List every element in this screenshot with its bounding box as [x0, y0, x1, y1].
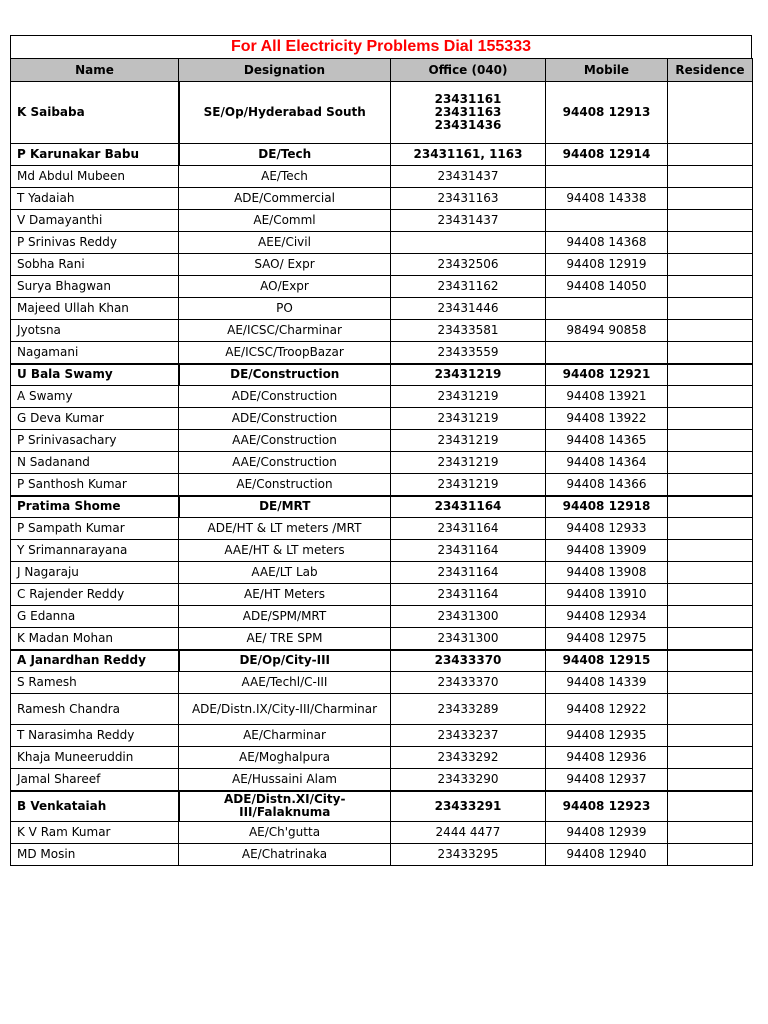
- residence-cell: [668, 386, 753, 408]
- name-cell: Sobha Rani: [11, 254, 179, 276]
- designation-cell: ADE/Commercial: [179, 188, 391, 210]
- table-row: [11, 430, 753, 452]
- table-row: [11, 725, 753, 747]
- name-cell: P Srinivas Reddy: [11, 232, 179, 254]
- table-row: [11, 320, 753, 342]
- table-row: [11, 844, 753, 866]
- mobile-cell: 94408 12919: [546, 254, 668, 276]
- table-row: [11, 822, 753, 844]
- name-cell: Y Srimannarayana: [11, 540, 179, 562]
- mobile-cell: 94408 13922: [546, 408, 668, 430]
- mobile-cell: 94408 13921: [546, 386, 668, 408]
- residence-cell: [668, 725, 753, 747]
- header-mobile: Mobile: [546, 59, 668, 82]
- name-cell: Khaja Muneeruddin: [11, 747, 179, 769]
- table-row: [11, 791, 753, 822]
- office-cell: 23431161, 1163: [391, 144, 546, 166]
- mobile-cell: 94408 12933: [546, 518, 668, 540]
- residence-cell: [668, 474, 753, 496]
- header-designation: Designation: [179, 59, 391, 82]
- designation-cell: AAE/Construction: [179, 452, 391, 474]
- name-cell: P Santhosh Kumar: [11, 474, 179, 496]
- name-cell: T Narasimha Reddy: [11, 725, 179, 747]
- office-cell: 23433370: [391, 650, 546, 672]
- designation-cell: SE/Op/Hyderabad South: [179, 82, 391, 144]
- residence-cell: [668, 320, 753, 342]
- name-cell: K Saibaba: [11, 82, 179, 144]
- office-cell: 23433370: [391, 672, 546, 694]
- designation-cell: PO: [179, 298, 391, 320]
- name-cell: A Swamy: [11, 386, 179, 408]
- residence-cell: [668, 650, 753, 672]
- mobile-cell: 94408 12975: [546, 628, 668, 650]
- table-row: [11, 650, 753, 672]
- office-cell: 23431161 23431163 23431436: [391, 82, 546, 144]
- name-cell: K Madan Mohan: [11, 628, 179, 650]
- designation-cell: ADE/Distn.XI/City-III/Falaknuma: [179, 791, 391, 822]
- mobile-cell: 94408 12937: [546, 769, 668, 791]
- residence-cell: [668, 791, 753, 822]
- residence-cell: [668, 452, 753, 474]
- mobile-cell: 94408 14365: [546, 430, 668, 452]
- mobile-cell: 94408 12923: [546, 791, 668, 822]
- designation-cell: ADE/SPM/MRT: [179, 606, 391, 628]
- table-row: [11, 364, 753, 386]
- mobile-cell: 94408 13908: [546, 562, 668, 584]
- mobile-cell: 94408 14338: [546, 188, 668, 210]
- designation-cell: AE/Hussaini Alam: [179, 769, 391, 791]
- mobile-cell: 98494 90858: [546, 320, 668, 342]
- residence-cell: [668, 276, 753, 298]
- name-cell: T Yadaiah: [11, 188, 179, 210]
- residence-cell: [668, 540, 753, 562]
- office-cell: 2444 4477: [391, 822, 546, 844]
- table-row: [11, 144, 753, 166]
- designation-cell: ADE/HT & LT meters /MRT: [179, 518, 391, 540]
- name-cell: Surya Bhagwan: [11, 276, 179, 298]
- office-cell: 23433292: [391, 747, 546, 769]
- header-name: Name: [11, 59, 179, 82]
- designation-cell: DE/Op/City-III: [179, 650, 391, 672]
- table-row: [11, 694, 753, 725]
- header-office: Office (040): [391, 59, 546, 82]
- office-cell: 23433559: [391, 342, 546, 364]
- name-cell: A Janardhan Reddy: [11, 650, 179, 672]
- designation-cell: AE/Chatrinaka: [179, 844, 391, 866]
- name-cell: Nagamani: [11, 342, 179, 364]
- mobile-cell: 94408 12918: [546, 496, 668, 518]
- name-cell: V Damayanthi: [11, 210, 179, 232]
- header-residence: Residence: [668, 59, 753, 82]
- table-row: [11, 518, 753, 540]
- name-cell: N Sadanand: [11, 452, 179, 474]
- designation-cell: AE/Tech: [179, 166, 391, 188]
- name-cell: J Nagaraju: [11, 562, 179, 584]
- designation-cell: AE/Construction: [179, 474, 391, 496]
- office-cell: 23431164: [391, 518, 546, 540]
- table-row: [11, 672, 753, 694]
- table-row: [11, 166, 753, 188]
- name-cell: Md Abdul Mubeen: [11, 166, 179, 188]
- office-cell: 23431300: [391, 606, 546, 628]
- designation-cell: SAO/ Expr: [179, 254, 391, 276]
- mobile-cell: 94408 12913: [546, 82, 668, 144]
- table-row: [11, 628, 753, 650]
- residence-cell: [668, 210, 753, 232]
- residence-cell: [668, 342, 753, 364]
- residence-cell: [668, 518, 753, 540]
- table-row: [11, 232, 753, 254]
- residence-cell: [668, 584, 753, 606]
- sheet-title: For All Electricity Problems Dial 155333: [10, 35, 752, 58]
- residence-cell: [668, 232, 753, 254]
- table-row: [11, 606, 753, 628]
- office-cell: 23431219: [391, 474, 546, 496]
- table-row: [11, 769, 753, 791]
- table-row: [11, 82, 753, 144]
- designation-cell: AE/ICSC/TroopBazar: [179, 342, 391, 364]
- mobile-cell: 94408 12939: [546, 822, 668, 844]
- table-row: [11, 188, 753, 210]
- designation-cell: AE/Charminar: [179, 725, 391, 747]
- residence-cell: [668, 254, 753, 276]
- designation-cell: DE/MRT: [179, 496, 391, 518]
- name-cell: Jamal Shareef: [11, 769, 179, 791]
- mobile-cell: 94408 12915: [546, 650, 668, 672]
- designation-cell: AAE/Techl/C-III: [179, 672, 391, 694]
- mobile-cell: 94408 12940: [546, 844, 668, 866]
- mobile-cell: [546, 342, 668, 364]
- office-cell: 23431219: [391, 452, 546, 474]
- designation-cell: ADE/Construction: [179, 408, 391, 430]
- office-cell: 23431300: [391, 628, 546, 650]
- office-cell: 23431162: [391, 276, 546, 298]
- residence-cell: [668, 606, 753, 628]
- office-cell: 23431219: [391, 364, 546, 386]
- residence-cell: [668, 562, 753, 584]
- office-cell: 23431437: [391, 210, 546, 232]
- mobile-cell: 94408 12922: [546, 694, 668, 725]
- residence-cell: [668, 844, 753, 866]
- table-row: [11, 408, 753, 430]
- office-cell: 23433295: [391, 844, 546, 866]
- table-row: [11, 210, 753, 232]
- mobile-cell: 94408 12914: [546, 144, 668, 166]
- residence-cell: [668, 364, 753, 386]
- table-row: [11, 276, 753, 298]
- table-row: [11, 540, 753, 562]
- contact-rows: [11, 82, 753, 866]
- contact-table: [10, 58, 753, 866]
- name-cell: B Venkataiah: [11, 791, 179, 822]
- office-cell: 23431219: [391, 408, 546, 430]
- residence-cell: [668, 430, 753, 452]
- office-cell: 23433290: [391, 769, 546, 791]
- table-row: [11, 452, 753, 474]
- residence-cell: [668, 144, 753, 166]
- residence-cell: [668, 496, 753, 518]
- contact-sheet: [10, 35, 752, 866]
- designation-cell: DE/Construction: [179, 364, 391, 386]
- table-row: [11, 254, 753, 276]
- office-cell: 23431164: [391, 584, 546, 606]
- office-cell: 23433291: [391, 791, 546, 822]
- designation-cell: AAE/LT Lab: [179, 562, 391, 584]
- office-cell: [391, 232, 546, 254]
- name-cell: K V Ram Kumar: [11, 822, 179, 844]
- mobile-cell: [546, 298, 668, 320]
- name-cell: U Bala Swamy: [11, 364, 179, 386]
- name-cell: C Rajender Reddy: [11, 584, 179, 606]
- designation-cell: AE/HT Meters: [179, 584, 391, 606]
- office-cell: 23433581: [391, 320, 546, 342]
- residence-cell: [668, 408, 753, 430]
- residence-cell: [668, 166, 753, 188]
- office-cell: 23432506: [391, 254, 546, 276]
- residence-cell: [668, 188, 753, 210]
- mobile-cell: 94408 12936: [546, 747, 668, 769]
- table-row: [11, 342, 753, 364]
- residence-cell: [668, 822, 753, 844]
- designation-cell: AO/Expr: [179, 276, 391, 298]
- office-cell: 23431219: [391, 386, 546, 408]
- residence-cell: [668, 694, 753, 725]
- table-row: [11, 747, 753, 769]
- designation-cell: AE/Moghalpura: [179, 747, 391, 769]
- name-cell: P Srinivasachary: [11, 430, 179, 452]
- mobile-cell: [546, 210, 668, 232]
- table-row: [11, 298, 753, 320]
- name-cell: S Ramesh: [11, 672, 179, 694]
- office-cell: 23431164: [391, 562, 546, 584]
- mobile-cell: 94408 13910: [546, 584, 668, 606]
- office-cell: 23433237: [391, 725, 546, 747]
- designation-cell: AE/Comml: [179, 210, 391, 232]
- office-cell: 23431219: [391, 430, 546, 452]
- office-cell: 23431437: [391, 166, 546, 188]
- designation-cell: ADE/Distn.IX/City-III/Charminar: [179, 694, 391, 725]
- header-row: [11, 59, 753, 82]
- mobile-cell: 94408 13909: [546, 540, 668, 562]
- residence-cell: [668, 82, 753, 144]
- office-cell: 23431164: [391, 496, 546, 518]
- mobile-cell: 94408 14366: [546, 474, 668, 496]
- table-row: [11, 386, 753, 408]
- designation-cell: AE/ICSC/Charminar: [179, 320, 391, 342]
- residence-cell: [668, 298, 753, 320]
- name-cell: P Karunakar Babu: [11, 144, 179, 166]
- mobile-cell: 94408 12934: [546, 606, 668, 628]
- office-cell: 23431164: [391, 540, 546, 562]
- designation-cell: AE/ TRE SPM: [179, 628, 391, 650]
- mobile-cell: 94408 14339: [546, 672, 668, 694]
- table-row: [11, 474, 753, 496]
- name-cell: Pratima Shome: [11, 496, 179, 518]
- designation-cell: AAE/HT & LT meters: [179, 540, 391, 562]
- name-cell: P Sampath Kumar: [11, 518, 179, 540]
- residence-cell: [668, 769, 753, 791]
- table-row: [11, 584, 753, 606]
- mobile-cell: [546, 166, 668, 188]
- designation-cell: AE/Ch'gutta: [179, 822, 391, 844]
- mobile-cell: 94408 12921: [546, 364, 668, 386]
- mobile-cell: 94408 14364: [546, 452, 668, 474]
- name-cell: Ramesh Chandra: [11, 694, 179, 725]
- residence-cell: [668, 672, 753, 694]
- name-cell: G Edanna: [11, 606, 179, 628]
- residence-cell: [668, 747, 753, 769]
- name-cell: Majeed Ullah Khan: [11, 298, 179, 320]
- office-cell: 23431446: [391, 298, 546, 320]
- name-cell: MD Mosin: [11, 844, 179, 866]
- designation-cell: AAE/Construction: [179, 430, 391, 452]
- office-cell: 23433289: [391, 694, 546, 725]
- name-cell: G Deva Kumar: [11, 408, 179, 430]
- table-row: [11, 562, 753, 584]
- designation-cell: DE/Tech: [179, 144, 391, 166]
- mobile-cell: 94408 14050: [546, 276, 668, 298]
- residence-cell: [668, 628, 753, 650]
- designation-cell: ADE/Construction: [179, 386, 391, 408]
- mobile-cell: 94408 12935: [546, 725, 668, 747]
- office-cell: 23431163: [391, 188, 546, 210]
- name-cell: Jyotsna: [11, 320, 179, 342]
- mobile-cell: 94408 14368: [546, 232, 668, 254]
- table-row: [11, 496, 753, 518]
- designation-cell: AEE/Civil: [179, 232, 391, 254]
